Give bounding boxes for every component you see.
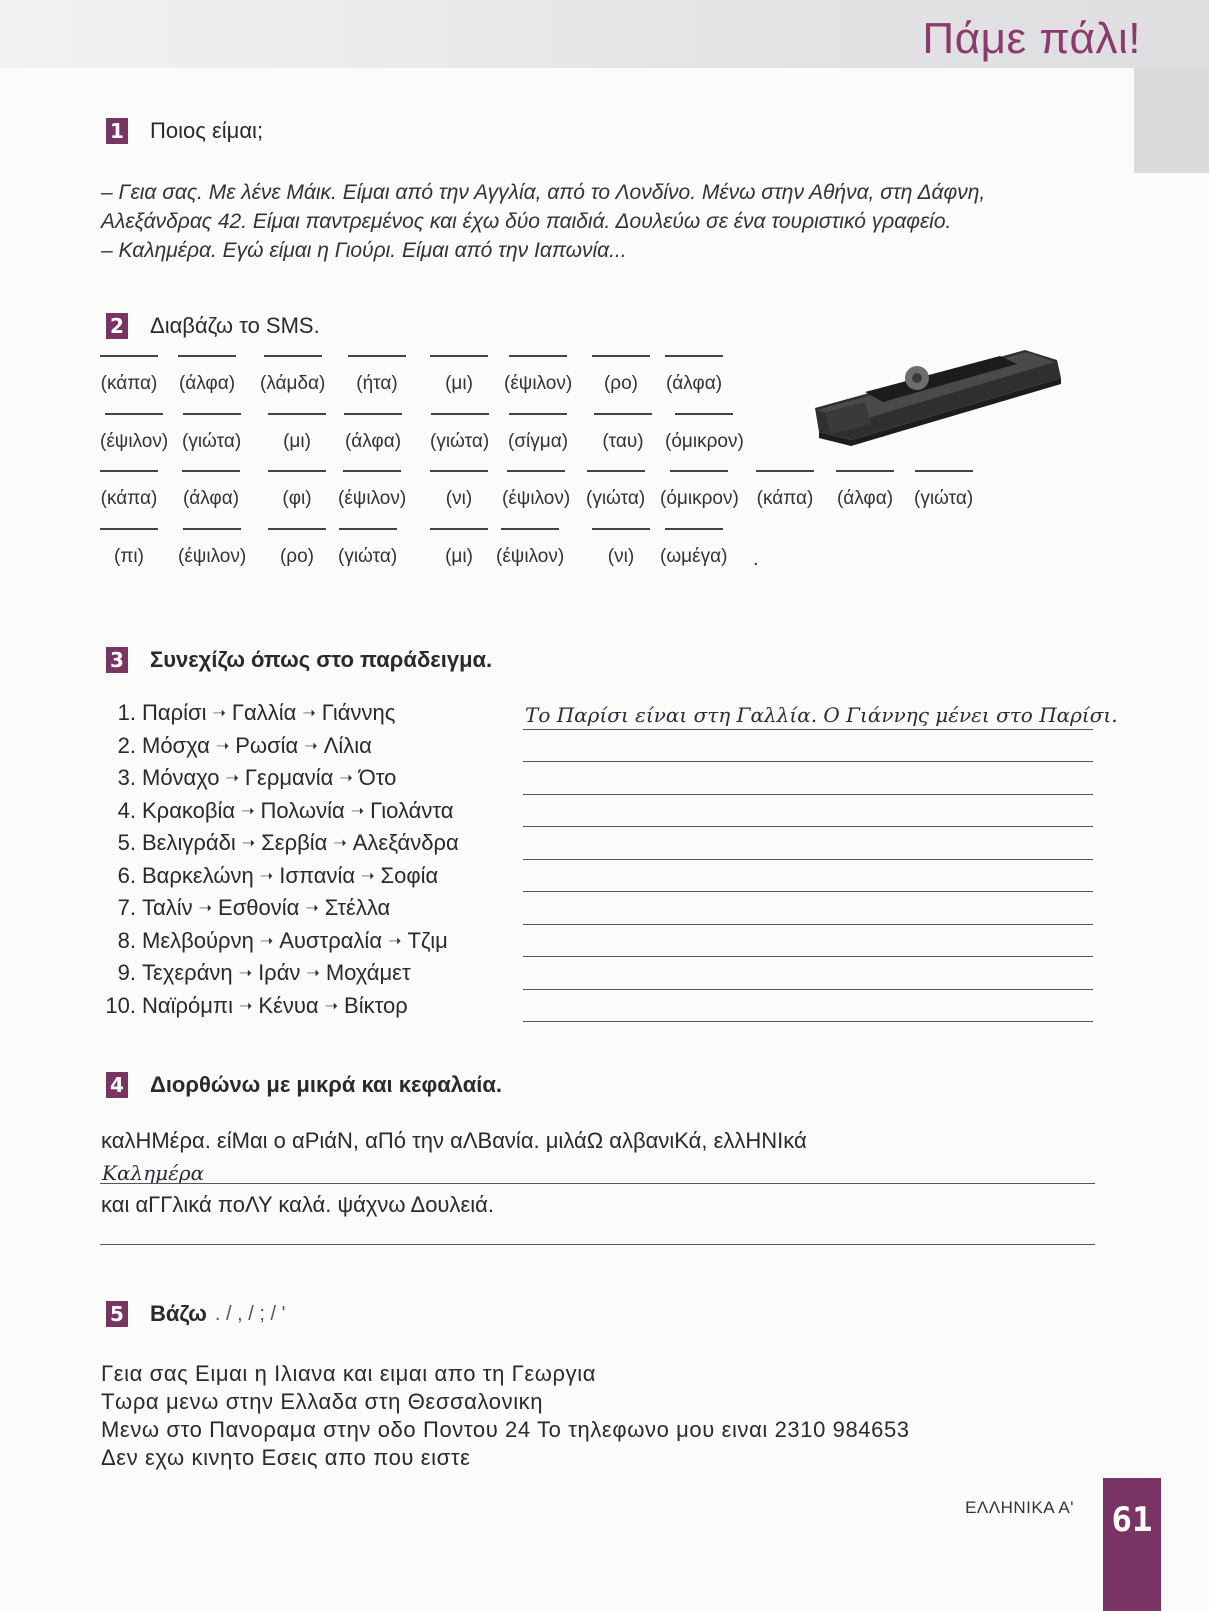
ex3-item <box>100 730 459 763</box>
ex3-city: Μελβούρνη <box>142 927 254 953</box>
page-title: Πάμε πάλι! <box>922 14 1141 63</box>
sms-letter-name: (πι) <box>114 546 144 567</box>
sms-letter-slot[interactable] <box>100 413 168 453</box>
ex3-city: Μόναχο <box>142 765 220 791</box>
sms-letter-slot[interactable] <box>344 413 402 453</box>
sms-letter-name: (γιώτα) <box>914 488 974 509</box>
sms-end-mark: . <box>753 548 759 570</box>
sms-letter-slot[interactable] <box>665 413 744 453</box>
sms-letter-slot[interactable] <box>496 528 564 568</box>
sms-blank[interactable] <box>183 413 241 415</box>
ex2-title: Διαβάζω το SMS. <box>150 313 320 338</box>
ex3-answer-line[interactable] <box>523 730 1093 763</box>
arrow-right-icon: ➝ <box>241 835 256 853</box>
sms-letter-slot[interactable] <box>594 413 652 453</box>
sms-letter-name: (μι) <box>445 546 473 567</box>
ex3-title: Συνεχίζω όπως στο παράδειγμα. <box>150 647 493 672</box>
ex3-item <box>100 762 459 795</box>
ex5-line: Τωρα μενω στην Ελλαδα στη Θεσσαλονικη <box>101 1389 544 1414</box>
sms-blank[interactable] <box>348 355 406 357</box>
ex3-item-number: 2. <box>117 732 136 758</box>
ex5-marks: . / , / ; / ' <box>214 1302 286 1325</box>
sms-blank[interactable] <box>178 355 236 357</box>
arrow-right-icon: ➝ <box>239 997 253 1015</box>
sms-blank[interactable] <box>100 355 158 357</box>
ex3-country: Ιράν <box>258 960 301 986</box>
sms-blank[interactable] <box>670 470 728 472</box>
sms-letter-name: (ρο) <box>279 546 315 567</box>
page-number-box <box>1103 1478 1161 1611</box>
sms-blank[interactable] <box>430 355 488 357</box>
arrow-right-icon: ➝ <box>212 705 226 723</box>
sms-letter-slot[interactable] <box>586 470 645 510</box>
ex3-answer-line[interactable] <box>523 990 1093 1023</box>
ex3-country: Γερμανία <box>244 765 334 791</box>
ex3-country: Γαλλία <box>231 700 297 726</box>
sms-blank[interactable] <box>343 470 401 472</box>
ex1-number-badge: 1 <box>106 118 128 144</box>
sms-blank[interactable] <box>183 528 241 530</box>
sms-letter-name: (άλφα) <box>665 373 723 394</box>
ex3-heading <box>106 647 492 673</box>
sms-letter-name: (ρο) <box>603 373 639 394</box>
ex3-name: Βίκτορ <box>344 992 408 1018</box>
sms-letter-slot[interactable] <box>592 528 650 568</box>
ex1-title: Ποιος είμαι; <box>150 118 264 143</box>
sms-letter-slot[interactable] <box>502 470 570 510</box>
ex3-item <box>100 925 459 958</box>
ex3-item-number: 3. <box>117 765 136 791</box>
ex1-line: – Γεια σας. Με λένε Μάικ. Είμαι από την Αγγλία, από το Λονδίνο. Μένω στην Αθήνα, στη Δάφνη, <box>101 181 986 204</box>
ex3-name: Στέλλα <box>324 895 391 921</box>
ex3-country: Πολωνία <box>260 797 345 823</box>
ex3-country: Εσθονία <box>218 895 300 921</box>
sms-letter-slot[interactable] <box>100 470 158 510</box>
sms-blank[interactable] <box>105 413 163 415</box>
sms-blank[interactable] <box>344 413 402 415</box>
sms-letter-slot[interactable] <box>268 470 326 510</box>
ex3-answer-line[interactable] <box>523 697 1118 730</box>
sms-blank[interactable] <box>915 470 973 472</box>
ex3-answer-line[interactable] <box>523 860 1093 893</box>
ex3-city: Κρακοβία <box>142 797 236 823</box>
arrow-right-icon: ➝ <box>302 705 316 723</box>
sms-letter-name: (ήτα) <box>356 373 398 394</box>
arrow-right-icon: ➝ <box>350 802 365 820</box>
ex1-text <box>101 178 1111 265</box>
ex3-country: Κένυα <box>258 992 319 1018</box>
sms-letter-slot[interactable] <box>268 413 326 453</box>
sms-letter-name: (γιώτα) <box>182 431 242 452</box>
ex3-item-number: 9. <box>117 960 136 986</box>
ex5-line: Δεν εχω κινητο Εσεις απο που ειστε <box>101 1445 471 1470</box>
sms-blank[interactable] <box>587 470 645 472</box>
ex3-answer-line[interactable] <box>523 795 1093 828</box>
sms-letter-name: (νι) <box>607 546 635 567</box>
arrow-right-icon: ➝ <box>215 737 230 755</box>
sms-letter-slot[interactable] <box>592 355 650 395</box>
sms-letter-slot[interactable] <box>348 355 406 395</box>
ex3-item <box>100 860 459 893</box>
sms-letter-slot[interactable] <box>182 470 240 510</box>
ex3-country: Ρωσία <box>235 732 299 758</box>
sms-letter-slot[interactable] <box>660 470 739 510</box>
sms-blank[interactable] <box>675 413 733 415</box>
mobile-phone-image <box>805 340 1065 450</box>
sms-blank[interactable] <box>430 528 488 530</box>
ex3-example-answer: Το Παρίσι είναι στη Γαλλία. Ο Γιάννης μένει στο Παρίσι. <box>525 702 1118 727</box>
arrow-right-icon: ➝ <box>305 900 319 918</box>
sms-letter-name: (κάπα) <box>100 488 158 509</box>
sms-letter-slot[interactable] <box>914 470 973 510</box>
ex3-city: Μόσχα <box>142 732 210 758</box>
ex4-handwritten-answer: Καλημέρα <box>102 1161 205 1185</box>
sms-letter-name: (όμικρον) <box>665 431 744 452</box>
ex3-prompts <box>100 697 459 1022</box>
ex3-answer-line[interactable] <box>523 892 1093 925</box>
ex3-name: Αλεξάνδρα <box>352 830 459 856</box>
sms-letter-name: (άλφα) <box>836 488 894 509</box>
ex3-country: Αυστραλία <box>279 927 383 953</box>
sms-letter-name: (λάμδα) <box>260 373 326 394</box>
ex3-item-number: 4. <box>117 797 136 823</box>
ex3-name: Γιάννης <box>321 700 396 726</box>
sms-blank[interactable] <box>268 413 326 415</box>
ex4-heading <box>106 1072 502 1098</box>
sms-letter-name: (έψιλον) <box>502 488 571 509</box>
ex3-item <box>100 990 459 1023</box>
ex4-title: Διορθώνω με μικρά και κεφαλαία. <box>150 1072 502 1097</box>
sms-letter-slot[interactable] <box>508 413 568 453</box>
arrow-right-icon: ➝ <box>361 867 375 885</box>
ex3-answer-lines <box>523 697 1118 1022</box>
ex1-line: Αλεξάνδρας 42. Είμαι παντρεμένος και έχω δύο παιδιά. Δουλεύω σε ένα τουριστικό γραφείο. <box>101 210 952 233</box>
ex3-city: Τεχεράνη <box>142 960 233 986</box>
sms-letter-slot[interactable] <box>665 355 723 395</box>
sms-letter-slot[interactable] <box>504 355 572 395</box>
ex3-answer-line[interactable] <box>523 827 1093 860</box>
sms-letter-slot[interactable] <box>430 470 488 510</box>
ex3-name: Λίλια <box>323 732 372 758</box>
ex2-number-badge: 2 <box>106 313 128 339</box>
sms-letter-slot[interactable] <box>178 528 246 568</box>
sms-letter-name: (γιώτα) <box>338 546 398 567</box>
arrow-right-icon: ➝ <box>259 932 274 950</box>
ex1-line: – Καλημέρα. Εγώ είμαι η Γιούρι. Είμαι από την Ιαπωνία... <box>101 239 627 262</box>
ex4-answer-line-1[interactable] <box>100 1183 1095 1184</box>
ex3-name: Μοχάμετ <box>325 960 411 986</box>
ex3-name: Τζιμ <box>407 927 448 953</box>
ex3-number-badge: 3 <box>106 647 128 673</box>
sms-blank[interactable] <box>665 528 723 530</box>
sms-blank[interactable] <box>594 413 652 415</box>
sms-blank[interactable] <box>339 528 397 530</box>
ex3-city: Βελιγράδι <box>142 830 236 856</box>
sms-letter-name: (έψιλον) <box>338 488 407 509</box>
sms-blank[interactable] <box>430 470 488 472</box>
ex3-item-number: 1. <box>117 700 136 726</box>
sms-letter-name: (γιώτα) <box>586 488 646 509</box>
ex3-item-number: 10. <box>105 992 136 1018</box>
arrow-right-icon: ➝ <box>333 835 347 853</box>
ex3-answer-line[interactable] <box>523 762 1093 795</box>
sms-letter-name: (όμικρον) <box>660 488 739 509</box>
sms-letter-slot[interactable] <box>338 470 406 510</box>
sms-letter-name: (κάπα) <box>100 373 158 394</box>
sms-letter-slot[interactable] <box>660 528 727 568</box>
ex3-city: Βαρκελώνη <box>142 862 254 888</box>
ex5-line: Γεια σας Ειμαι η Ιλιανα και ειμαι απο τη Γεωργια <box>101 1361 597 1386</box>
ex3-item-number: 8. <box>117 927 136 953</box>
sms-letter-slot[interactable] <box>100 355 158 395</box>
sms-blank[interactable] <box>182 470 240 472</box>
sms-letter-slot[interactable] <box>430 355 488 395</box>
arrow-right-icon: ➝ <box>259 867 274 885</box>
sms-letter-name: (μι) <box>445 373 473 394</box>
ex3-name: Ότο <box>358 765 397 791</box>
sms-letter-name: (έψιλον) <box>504 373 573 394</box>
sms-blank[interactable] <box>431 413 489 415</box>
book-label: ΕΛΛΗΝΙΚΑ Α' <box>965 1498 1074 1517</box>
ex3-item <box>100 827 459 860</box>
sms-blank[interactable] <box>100 528 158 530</box>
sms-letter-name: (σίγμα) <box>508 431 569 452</box>
sms-letter-name: (ταυ) <box>602 431 644 452</box>
sms-letter-name: (έψιλον) <box>496 546 565 567</box>
sms-letter-name: (γιώτα) <box>430 431 490 452</box>
sms-letter-slot[interactable] <box>338 528 397 568</box>
edge-tab <box>1134 68 1209 173</box>
sms-blank[interactable] <box>507 470 565 472</box>
ex3-item <box>100 795 459 828</box>
sms-letter-slot[interactable] <box>100 528 158 568</box>
sms-letter-slot[interactable] <box>836 470 894 510</box>
ex3-answer-line[interactable] <box>523 957 1093 990</box>
ex3-item-number: 5. <box>117 830 136 856</box>
sms-letter-name: (κάπα) <box>756 488 814 509</box>
sms-blank[interactable] <box>836 470 894 472</box>
ex5-text <box>101 1360 910 1472</box>
ex3-item <box>100 957 459 990</box>
arrow-right-icon: ➝ <box>306 965 320 983</box>
sms-blank[interactable] <box>509 413 567 415</box>
sms-letter-name: (άλφα) <box>182 488 240 509</box>
ex3-item <box>100 697 459 730</box>
sms-letter-name: (μι) <box>283 431 311 452</box>
sms-blank[interactable] <box>268 528 326 530</box>
sms-blank[interactable] <box>592 528 650 530</box>
ex5-line: Μενω στο Πανοραμα στην οδο Ποντου 24 Το τηλεφωνο μου ειναι 2310 984653 <box>101 1417 910 1442</box>
sms-blank[interactable] <box>509 355 567 357</box>
ex3-name: Σοφία <box>380 862 439 888</box>
ex3-city: Ναϊρόμπι <box>142 992 233 1018</box>
arrow-right-icon: ➝ <box>339 770 353 788</box>
arrow-right-icon: ➝ <box>225 770 239 788</box>
sms-letter-slot[interactable] <box>182 413 241 453</box>
sms-letter-slot[interactable] <box>756 470 814 510</box>
sms-blank[interactable] <box>100 470 158 472</box>
sms-letter-name: (έψιλον) <box>100 431 169 452</box>
ex3-answer-line[interactable] <box>523 925 1093 958</box>
ex3-country: Σερβία <box>261 830 328 856</box>
arrow-right-icon: ➝ <box>238 965 253 983</box>
arrow-right-icon: ➝ <box>388 932 402 950</box>
sms-letter-slot[interactable] <box>430 528 488 568</box>
ex3-city: Ταλίν <box>142 895 193 921</box>
ex3-city: Παρίσι <box>142 700 207 726</box>
ex4-line-1: καλΗΜέρα. είΜαι ο αΡιάΝ, αΠό την αΛΒανία. μιλάΩ αλβανιΚά, ελλΗΝΙκά <box>101 1128 807 1153</box>
sms-letter-name: (φι) <box>282 488 312 509</box>
sms-blank[interactable] <box>501 528 559 530</box>
sms-blank[interactable] <box>592 355 650 357</box>
ex3-name: Γιολάντα <box>370 797 454 823</box>
sms-letter-name: (άλφα) <box>178 373 236 394</box>
sms-letter-name: (ωμέγα) <box>660 546 728 567</box>
ex3-country: Ισπανία <box>279 862 356 888</box>
sms-letter-name: (έψιλον) <box>178 546 247 567</box>
ex4-line-2: και αΓΓλικά ποΛΥ καλά. ψάχνω Δουλειά. <box>101 1192 494 1217</box>
sms-letter-slot[interactable] <box>268 528 326 568</box>
ex4-number-badge: 4 <box>106 1072 128 1098</box>
ex3-item-number: 6. <box>117 862 136 888</box>
arrow-right-icon: ➝ <box>324 997 339 1015</box>
ex4-answer-line-2[interactable] <box>100 1244 1095 1245</box>
arrow-right-icon: ➝ <box>304 737 318 755</box>
sms-letter-slot[interactable] <box>430 413 489 453</box>
arrow-right-icon: ➝ <box>241 802 255 820</box>
arrow-right-icon: ➝ <box>198 900 213 918</box>
page-number: 61 <box>1111 1500 1153 1540</box>
sms-blank[interactable] <box>268 470 326 472</box>
sms-letter-slot[interactable] <box>260 355 325 395</box>
ex5-number-badge: 5 <box>106 1301 128 1327</box>
ex3-item <box>100 892 459 925</box>
sms-letter-name: (άλφα) <box>344 431 402 452</box>
sms-blank[interactable] <box>264 355 322 357</box>
sms-letter-name: (νι) <box>445 488 473 509</box>
sms-letter-slot[interactable] <box>178 355 236 395</box>
ex5-title: Βάζω <box>150 1301 207 1326</box>
sms-blank[interactable] <box>756 470 814 472</box>
ex3-item-number: 7. <box>117 895 136 921</box>
sms-blank[interactable] <box>665 355 723 357</box>
ex1-heading <box>106 118 263 144</box>
ex5-heading <box>106 1301 285 1327</box>
ex2-heading <box>106 313 320 339</box>
